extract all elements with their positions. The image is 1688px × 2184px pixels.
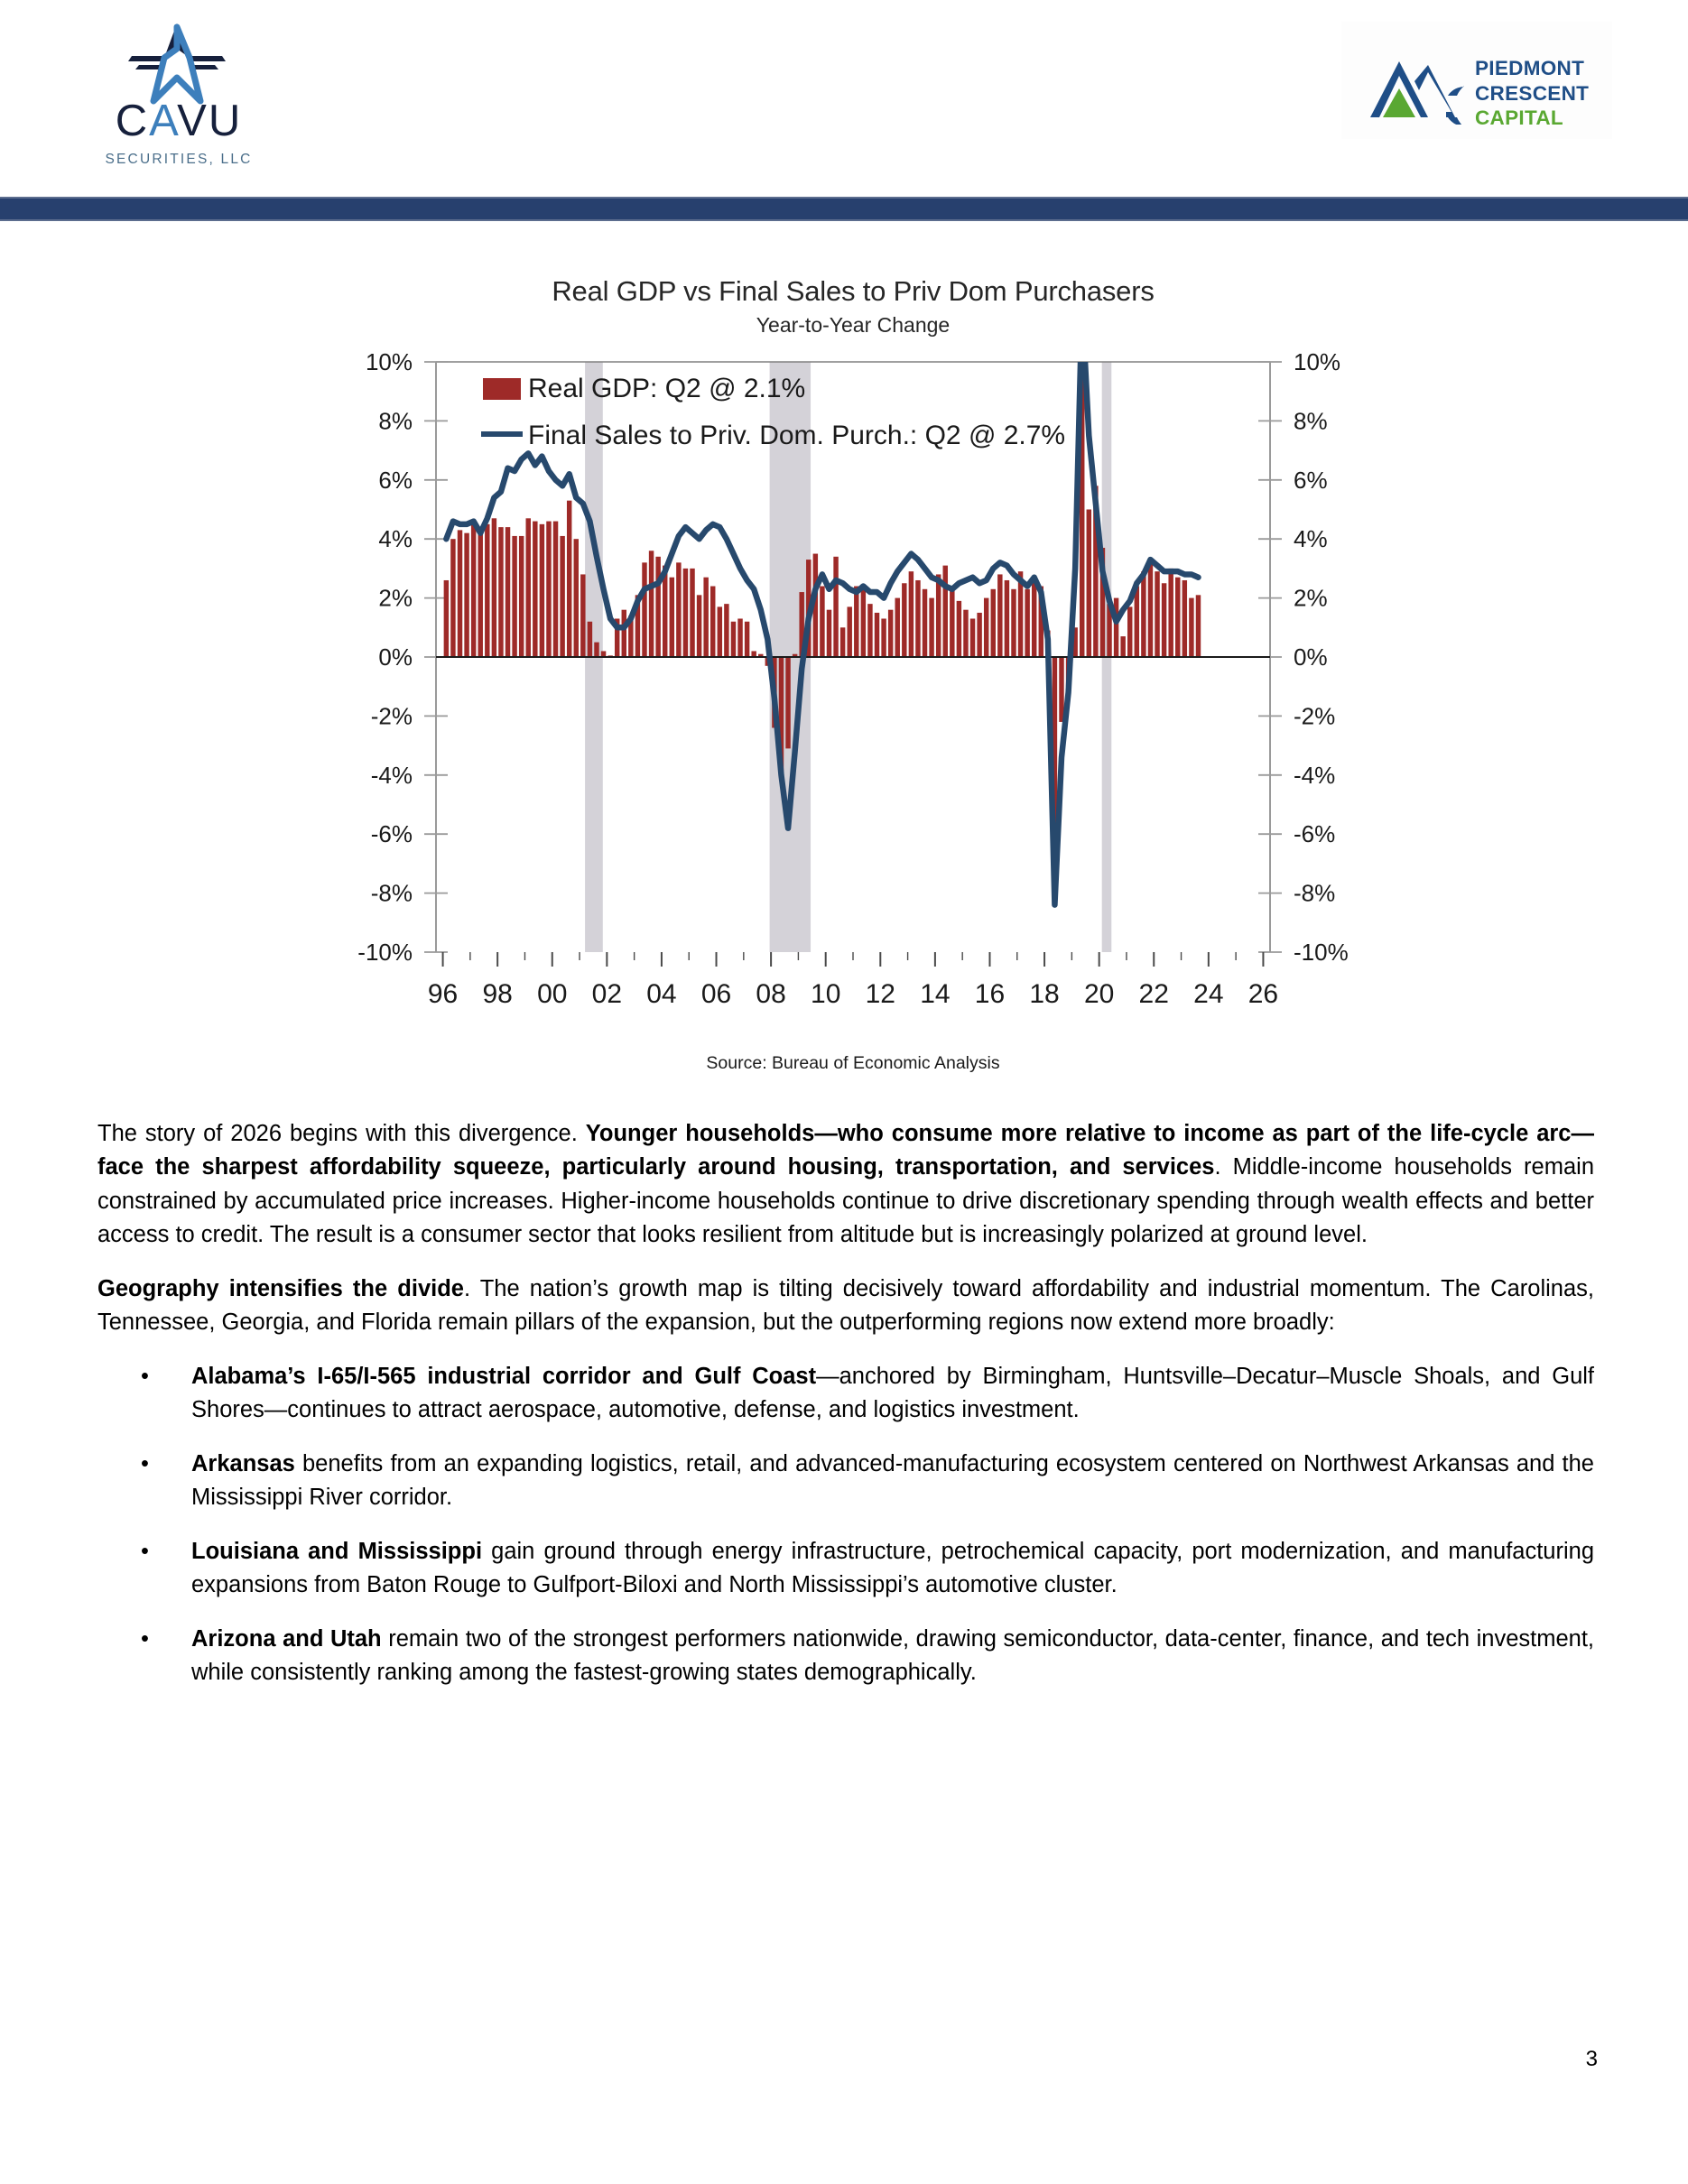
x-tick-label-12: 20 <box>1083 979 1115 1009</box>
gdp-bar <box>642 562 646 657</box>
gdp-bar <box>526 518 531 657</box>
gdp-bar <box>854 587 858 657</box>
gdp-bar <box>847 606 851 657</box>
list-item <box>97 1623 1594 1690</box>
legend-label-gdp: Real GDP: Q2 @ 2.1% <box>528 374 806 403</box>
page-number: 3 <box>1585 2047 1598 2071</box>
y-tick-label-left-6: -2% <box>370 702 413 730</box>
gdp-bar <box>553 522 558 657</box>
gdp-bar <box>943 566 948 657</box>
article-content <box>97 1117 1594 1710</box>
gdp-bar <box>724 604 728 657</box>
gdp-bar <box>867 604 872 657</box>
gdp-bar <box>929 598 933 657</box>
gdp-bar <box>1127 606 1132 657</box>
y-tick-label-right-4: 2% <box>1294 584 1328 612</box>
gdp-bar <box>649 551 654 657</box>
gdp-bar <box>888 610 893 657</box>
gdp-bar <box>458 530 462 657</box>
gdp-bar <box>478 533 483 657</box>
gdp-bar <box>492 518 496 657</box>
gdp-bar <box>1141 571 1145 657</box>
gdp-bar <box>1189 598 1193 657</box>
y-tick-label-right-3: 4% <box>1294 525 1328 553</box>
star-with-wings-icon <box>123 22 231 105</box>
bullet-marker-icon: • <box>141 1625 149 1652</box>
y-tick-label-right-5: 0% <box>1294 643 1328 671</box>
x-tick-label-2: 00 <box>537 979 568 1009</box>
gdp-bar <box>574 539 579 657</box>
x-tick-label-1: 98 <box>482 979 513 1009</box>
pcc-line-piedmont: PIEDMONT <box>1475 57 1585 79</box>
legend-label-final-sales: Final Sales to Priv. Dom. Purch.: Q2 @ 2.7% <box>528 421 1066 450</box>
gdp-bar <box>670 578 674 657</box>
gdp-bar <box>950 587 954 657</box>
list-item <box>97 1535 1594 1603</box>
gdp-bar <box>697 595 701 657</box>
chart-title: Real GDP vs Final Sales to Priv Dom Purchasers <box>552 275 1155 307</box>
cavu-wordmark-a: A <box>149 97 178 145</box>
list-item <box>97 1448 1594 1515</box>
gdp-bar <box>519 536 524 657</box>
y-tick-label-left-10: -10% <box>357 939 413 966</box>
piedmont-crescent-capital-logo <box>1341 22 1612 139</box>
gdp-bar <box>1148 562 1153 657</box>
pcc-line-capital: CAPITAL <box>1475 106 1563 130</box>
y-tick-label-right-0: 10% <box>1294 348 1341 375</box>
gdp-bar <box>676 562 681 657</box>
cavu-wordmark-c: C <box>115 97 150 145</box>
gdp-bar <box>485 524 489 657</box>
bullet-arkansas-run-0: Arkansas <box>191 1450 295 1476</box>
gdp-bar <box>984 598 988 657</box>
bullet-arizona-utah-run-0: Arizona and Utah <box>191 1625 382 1652</box>
bullet-marker-icon: • <box>141 1363 149 1389</box>
gdp-bar <box>567 501 571 657</box>
y-tick-label-right-9: -8% <box>1294 879 1336 907</box>
gdp-bar <box>1135 587 1139 657</box>
gdp-bar <box>1162 583 1166 657</box>
gdp-bar <box>580 574 585 657</box>
gdp-bar <box>594 643 598 657</box>
gdp-bar <box>1025 589 1029 657</box>
x-tick-label-14: 24 <box>1193 979 1224 1009</box>
y-tick-label-right-8: -6% <box>1294 820 1336 848</box>
bullet-louisiana-mississippi-run-0: Louisiana and Mississippi <box>191 1538 483 1564</box>
gdp-chart-figure <box>320 275 1386 1097</box>
gdp-bar <box>1059 657 1063 722</box>
gdp-bar <box>546 522 551 657</box>
gdp-bar <box>915 580 920 657</box>
gdp-bar <box>1196 595 1201 657</box>
gdp-bar <box>745 622 749 657</box>
gdp-bar <box>560 536 564 657</box>
paragraph-divergence <box>97 1117 1594 1253</box>
regions-bullet-list <box>97 1360 1594 1690</box>
gdp-bar <box>655 557 660 657</box>
gdp-bar <box>827 610 831 657</box>
gdp-bar <box>464 533 468 657</box>
gdp-bar <box>991 589 996 657</box>
x-tick-label-0: 96 <box>427 979 459 1009</box>
gdp-bar <box>785 657 790 748</box>
y-tick-label-left-2: 6% <box>378 466 413 494</box>
chart-canvas <box>320 346 1386 1050</box>
bullet-marker-icon: • <box>141 1450 149 1476</box>
gdp-bar <box>840 627 845 657</box>
gdp-bar <box>703 578 708 657</box>
y-tick-label-left-5: 0% <box>378 643 413 671</box>
gdp-bar <box>923 589 927 657</box>
y-tick-label-left-4: 2% <box>378 584 413 612</box>
bullet-arizona-utah-run-1: remain two of the strongest performers nationwide, drawing semiconductor, data-center, finance, and tech investment, while consistently ranking among the fastest-growing states demographically. <box>191 1625 1594 1686</box>
gdp-bar <box>737 618 742 657</box>
gdp-bar <box>957 601 961 657</box>
gdp-bar <box>498 527 503 657</box>
x-tick-label-3: 02 <box>591 979 623 1009</box>
para-geography-run-0: Geography intensifies the divide <box>97 1275 464 1301</box>
list-item <box>97 1360 1594 1428</box>
gdp-bar <box>690 569 694 657</box>
gdp-bar <box>1183 580 1187 657</box>
y-tick-label-left-3: 4% <box>378 525 413 553</box>
para-divergence-run-0: The story of 2026 begins with this divergence. <box>97 1121 586 1146</box>
gdp-bar <box>540 524 544 657</box>
gdp-bar <box>512 536 516 657</box>
x-tick-label-13: 22 <box>1138 979 1169 1009</box>
gdp-bar <box>875 613 879 657</box>
gdp-bar <box>1005 580 1009 657</box>
bullet-arkansas-run-1: benefits from an expanding logistics, retail, and advanced-manufacturing ecosystem centered on Northwest Arkansas and the Mississippi River corridor. <box>191 1450 1594 1511</box>
page-header <box>0 0 1688 197</box>
gdp-bar <box>533 522 537 657</box>
para-geography-run-1: . The nation’s growth map is tilting decisively toward affordability and industrial momentum. The Carolinas, Tennessee, Georgia, and Florida remain pillars of the expansion, but the outperforming regions now extend more broadly: <box>97 1275 1594 1336</box>
gdp-bar <box>895 598 900 657</box>
cavu-wordmark-vu: VU <box>177 97 243 145</box>
gdp-bar <box>902 583 906 657</box>
gdp-bar <box>1175 578 1180 657</box>
gdp-bar <box>450 539 455 657</box>
x-tick-label-4: 04 <box>646 979 677 1009</box>
x-tick-label-5: 06 <box>700 979 732 1009</box>
gdp-bar <box>683 569 688 657</box>
mountain-crescent-icon <box>1368 60 1464 125</box>
para-divergence-run-2: . Middle-income households remain constrained by accumulated price increases. Higher-income households continue to drive discretionary spending through wealth effects and better access to credit. The result is a consumer sector that looks resilient from altitude but is increasingly polarized at ground level. <box>97 1154 1594 1248</box>
pcc-wordmark <box>1475 56 1610 131</box>
para-divergence-run-1: Younger households—who consume more relative to income as part of the life-cycle arc—face the sharpest affordability squeeze, particularly around housing, transportation, and services <box>97 1121 1594 1180</box>
y-tick-label-right-10: -10% <box>1294 939 1349 966</box>
gdp-bar <box>622 610 626 657</box>
x-tick-label-9: 14 <box>920 979 951 1009</box>
gdp-bar <box>718 606 722 657</box>
y-tick-label-right-6: -2% <box>1294 702 1336 730</box>
gdp-bar <box>710 587 715 657</box>
cavu-wordmark <box>79 99 278 143</box>
gdp-bar <box>977 613 981 657</box>
bullet-marker-icon: • <box>141 1538 149 1564</box>
gdp-bar <box>963 610 968 657</box>
gdp-bar <box>505 527 510 657</box>
gdp-bar <box>444 580 449 657</box>
legend-swatch-gdp <box>483 378 521 400</box>
gdp-bar <box>820 587 824 657</box>
x-tick-label-8: 12 <box>865 979 895 1009</box>
y-tick-label-left-1: 8% <box>378 407 413 435</box>
gdp-bar <box>1168 569 1173 657</box>
x-tick-label-6: 08 <box>756 979 786 1009</box>
bullet-alabama-run-0: Alabama’s I-65/I-565 industrial corridor and Gulf Coast <box>191 1363 817 1389</box>
gdp-bar <box>731 622 736 657</box>
gdp-bar <box>970 618 975 657</box>
y-tick-label-right-7: -4% <box>1294 761 1336 789</box>
gdp-bar <box>1087 510 1091 658</box>
gdp-bar <box>881 618 886 657</box>
gdp-bar <box>909 571 914 657</box>
gdp-bar <box>1114 598 1118 657</box>
header-divider-bar <box>0 197 1688 221</box>
x-tick-label-11: 18 <box>1029 979 1060 1009</box>
y-tick-label-left-9: -8% <box>370 879 413 907</box>
gdp-bar <box>471 524 476 657</box>
gdp-bar <box>997 574 1002 657</box>
y-tick-label-right-2: 6% <box>1294 466 1328 494</box>
y-tick-label-left-7: -4% <box>370 761 413 789</box>
gdp-bar <box>1155 571 1159 657</box>
bullet-alabama-run-1: —anchored by Birmingham, Huntsville–Decatur–Muscle Shoals, and Gulf Shores—continues to attract aerospace, automotive, defense, and logistics investment. <box>191 1363 1594 1423</box>
x-tick-label-10: 16 <box>974 979 1006 1009</box>
cavu-securities-logo <box>79 22 278 175</box>
gdp-bar <box>588 622 592 657</box>
y-tick-label-left-8: -6% <box>370 820 413 848</box>
gdp-bar <box>861 589 866 657</box>
gdp-bar <box>1032 580 1036 657</box>
gdp-bar <box>936 574 941 657</box>
gdp-bar <box>833 557 838 657</box>
bullet-louisiana-mississippi-run-1: gain ground through energy infrastructure, petrochemical capacity, port modernization, and manufacturing expansions from Baton Rouge to Gulfport-Biloxi and North Mississippi’s automotive cluster. <box>191 1538 1594 1598</box>
paragraph-geography <box>97 1272 1594 1340</box>
x-tick-label-7: 10 <box>811 979 841 1009</box>
x-tick-label-15: 26 <box>1247 979 1279 1009</box>
chart-subtitle: Year-to-Year Change <box>756 313 951 337</box>
chart-source-note: Source: Bureau of Economic Analysis <box>706 1053 1000 1073</box>
cavu-logo-subtitle: SECURITIES, LLC <box>105 152 253 167</box>
pcc-line-crescent: CRESCENT <box>1475 81 1590 105</box>
gdp-bar <box>1011 589 1016 657</box>
gdp-bar <box>1120 636 1125 657</box>
y-tick-label-left-0: 10% <box>365 348 413 375</box>
y-tick-label-right-1: 8% <box>1294 407 1328 435</box>
